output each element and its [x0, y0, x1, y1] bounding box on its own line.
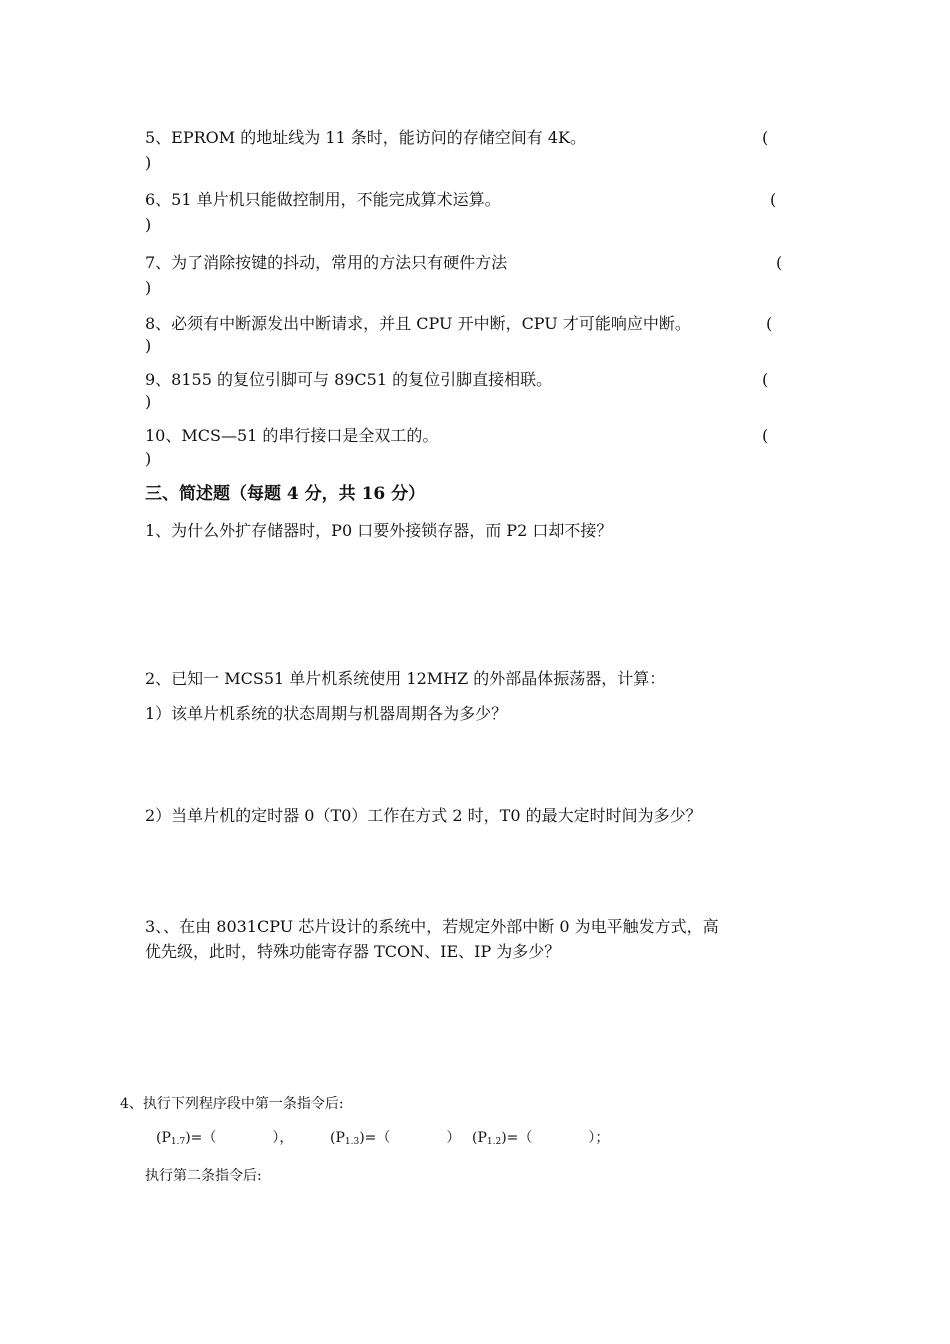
question-2: 2、已知一 MCS51 单片机系统使用 12MHZ 的外部晶体振荡器，计算： [145, 669, 666, 688]
answer-paren-open: ( [762, 370, 769, 389]
port-label: (P [472, 1130, 487, 1146]
question-4: 4、执行下列程序段中第一条指令后: [120, 1096, 344, 1112]
question-2-part-2: 2）当单片机的定时器 0（T0）工作在方式 2 时，T0 的最大定时时间为多少？ [145, 806, 702, 825]
port-subscript: 1.7 [170, 1137, 186, 1147]
port-label: (P [330, 1130, 345, 1146]
question-2-part-1: 1）该单片机系统的状态周期与机器周期各为多少？ [145, 704, 508, 723]
port-p17-result [156, 1128, 293, 1152]
answer-paren-open: ( [770, 190, 777, 209]
answer-paren-open: ( [762, 426, 769, 445]
judgement-item-7: 7、为了消除按键的抖动，常用的方法只有硬件方法 [145, 253, 508, 272]
port-p13-result [330, 1128, 460, 1152]
blank-field: )=（ ） [359, 1130, 461, 1146]
port-subscript: 1.3 [344, 1137, 360, 1147]
answer-paren-open: ( [762, 128, 769, 147]
judgement-item-10: 10、MCS—51 的串行接口是全双工的。 [145, 426, 439, 445]
blank-field: )=（ ）， [185, 1130, 294, 1146]
judgement-item-8: 8、必须有中断源发出中断请求，并且 CPU 开中断，CPU 才可能响应中断。 [145, 314, 691, 333]
question-3-line-1: 3、、在由 8031CPU 芯片设计的系统中，若规定外部中断 0 为电平触发方式，高 [145, 917, 719, 936]
question-1: 1、为什么外扩存储器时，P0 口要外接锁存器，而 P2 口却不接？ [145, 521, 613, 540]
answer-paren-close: ) [145, 336, 152, 355]
port-subscript: 1.2 [486, 1137, 502, 1147]
blank-field: )=（ ）； [501, 1130, 610, 1146]
answer-paren-close: ) [145, 449, 152, 468]
answer-paren-close: ) [145, 153, 152, 172]
answer-paren-open: ( [766, 314, 773, 333]
port-label: (P [156, 1130, 171, 1146]
answer-paren-close: ) [145, 278, 152, 297]
judgement-item-9: 9、8155 的复位引脚可与 89C51 的复位引脚直接相联。 [145, 370, 553, 389]
judgement-item-5: 5、EPROM 的地址线为 11 条时，能访问的存储空间有 4K。 [145, 128, 587, 147]
port-p12-result [472, 1128, 609, 1152]
answer-paren-close: ) [145, 392, 152, 411]
judgement-item-6: 6、51 单片机只能做控制用，不能完成算术运算。 [145, 190, 501, 209]
question-3-line-2: 优先级，此时，特殊功能寄存器 TCON、IE、IP 为多少？ [145, 942, 561, 961]
answer-paren-open: ( [776, 253, 783, 272]
section-heading: 三、简述题（每题 4 分，共 16 分） [145, 484, 426, 504]
question-4-second: 执行第二条指令后: [145, 1168, 262, 1184]
answer-paren-close: ) [145, 215, 152, 234]
